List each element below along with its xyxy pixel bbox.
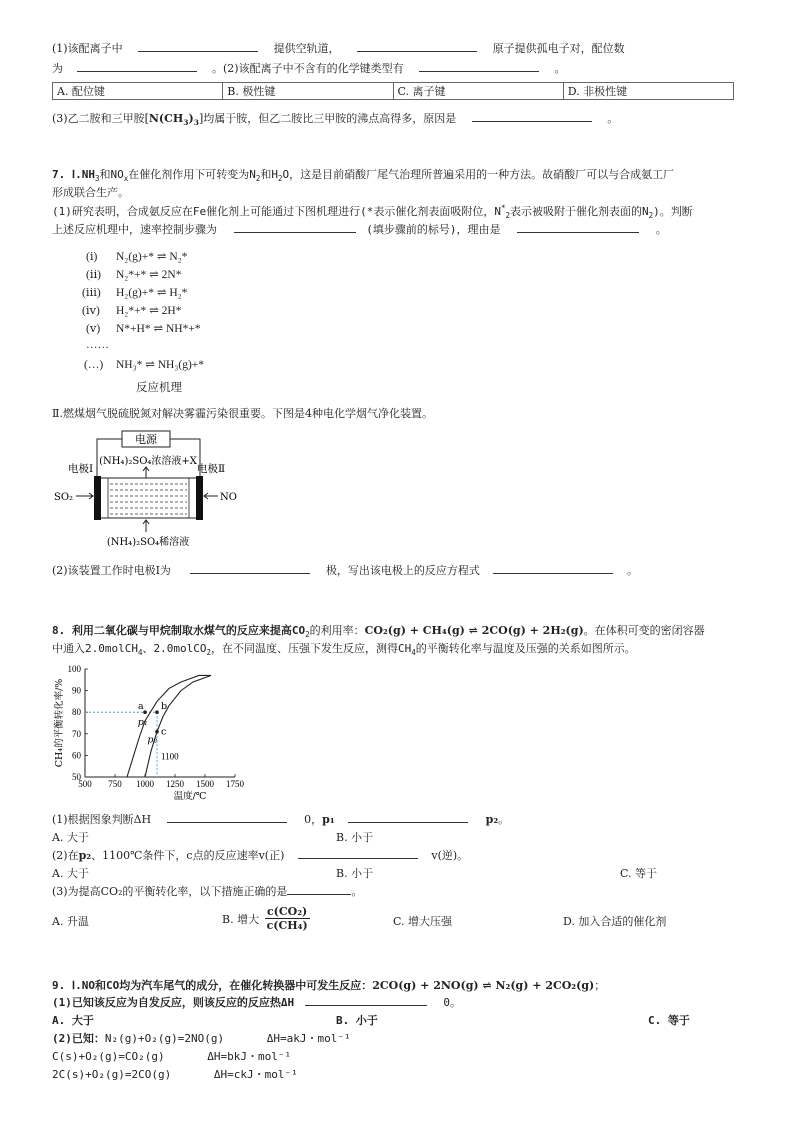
- mechanism-ellipsis: ……: [86, 339, 109, 351]
- q8-q1-option-a[interactable]: A. 大于: [52, 831, 89, 844]
- mechanism-step-5: (ⅴ) N*+H* ⇌ NH*+*: [86, 323, 201, 335]
- q6-blank-3[interactable]: [77, 60, 197, 72]
- q8-q1: (1)根据图象判断ΔH 0，p₁ p₂。: [52, 813, 510, 826]
- x-tick-label: 1750: [226, 779, 244, 789]
- q8-q3-option-d[interactable]: D. 加入合适的催化剂: [563, 915, 667, 928]
- series-label-p2: p₂: [147, 734, 158, 746]
- point-label-a: a: [138, 701, 144, 713]
- bottom-solution-label: (NH₄)₂SO₄稀溶液: [106, 537, 190, 548]
- q8-blank-pressure[interactable]: [348, 811, 468, 823]
- x-tick-label: 1000: [136, 779, 154, 789]
- q6-option-c[interactable]: C. 离子键: [393, 83, 563, 100]
- q7-part1-line1: (1)研究表明，合成氨反应在Fe催化剂上可能通过下图机理进行(*表示催化剂表面吸附位，$N^*_2$表示被吸附于催化剂表面的$N_2$)。判断: [52, 203, 693, 221]
- q7-blank-electrode[interactable]: [190, 562, 310, 574]
- y-tick-label: 90: [72, 685, 81, 696]
- q6-option-d[interactable]: D. 非极性键: [563, 83, 733, 100]
- q6-blank-2[interactable]: [357, 40, 477, 52]
- q7-part2-question: (2)该装置工作时电极Ⅰ为 极，写出该电极上的反应方程式 。: [52, 564, 638, 577]
- x-axis-label: 温度/℃: [173, 791, 207, 802]
- q6-line2: 为 。(2)该配离子中不含有的化学键类型有 。: [52, 62, 566, 75]
- q6-line3: (3)乙二胺和三甲胺$[N(CH_3)_3]$均属于胺，但乙二胺比三甲胺的沸点高得多，原因是 。: [52, 112, 619, 128]
- power-supply-label: 电源: [135, 433, 157, 446]
- electrode-II: [196, 476, 203, 520]
- mechanism-step-3: (ⅲ) H₂(g)+* ⇌ H₂*: [82, 287, 188, 299]
- q6-option-a[interactable]: A. 配位键: [53, 83, 223, 100]
- top-solution-label: (NH₄)₂SO₄浓溶液+X: [99, 456, 197, 467]
- q8-q3: (3)为提高CO₂的平衡转化率，以下措施正确的是 。: [52, 885, 363, 898]
- point-label-b: b: [161, 701, 168, 713]
- q8-q3-option-c[interactable]: C. 增大压强: [393, 915, 453, 928]
- q7-blank-reason[interactable]: [517, 221, 639, 233]
- mechanism-step-2: (ⅱ) N₂*+* ⇌ 2N*: [86, 269, 182, 281]
- q9-blank-dh[interactable]: [305, 994, 427, 1006]
- x-tick-label: 500: [78, 779, 92, 789]
- q7-stem: 7. $Ⅰ.NH_3$和$NO_x$在催化剂作用下可转变为$N_2$和$H_2O$，这是目前硝酸厂尾气治理所普遍采用的一种方法。故硝酸厂可以与合成氨工厂: [52, 168, 675, 184]
- q8-stem-line1: 8. 利用二氧化碳与甲烷制取水煤气的反应来提高$CO_2$的利用率：CO₂(g) + CH₄(g) ⇌ 2CO(g) + 2H₂(g)。在体积可变的密闭容器: [52, 624, 705, 640]
- so2-label: SO₂: [54, 492, 74, 503]
- q6-blank-1[interactable]: [138, 40, 258, 52]
- q8-q1-option-b[interactable]: B. 小于: [336, 831, 374, 844]
- q8-q3-option-a[interactable]: A. 升温: [52, 915, 89, 928]
- q8-q2-option-c[interactable]: C. 等于: [620, 867, 658, 880]
- electrode-I: [94, 476, 101, 520]
- series-label-p1: p₁: [137, 717, 148, 729]
- y-tick-label: 60: [72, 750, 81, 761]
- y-tick-label: 80: [72, 707, 81, 718]
- q8-blank-measure[interactable]: [287, 883, 351, 895]
- q8-blank-rate[interactable]: [298, 847, 418, 859]
- mechanism-step-1: (ⅰ) N₂(g)+* ⇌ N₂*: [86, 251, 188, 263]
- data-point-a: [143, 710, 147, 714]
- q7-part2-intro: Ⅱ.燃煤烟气脱硫脱氮对解决雾霾污染很重要。下图是4种电化学烟气净化装置。: [52, 407, 433, 420]
- q9-option-b[interactable]: B. 小于: [336, 1014, 378, 1027]
- y-axis-label: CH₄的平衡转化率/%: [54, 678, 65, 768]
- q9-eq-2: C(s)+O₂(g)=CO₂(g) ΔH=bkJ・mol⁻¹: [52, 1050, 292, 1063]
- electrode-I-label: 电极Ⅰ: [68, 463, 94, 475]
- q9-option-a[interactable]: A. 大于: [52, 1014, 94, 1027]
- q8-stem-line2: 中通入2.0molCH$_4$、2.0molCO$_2$，在不同温度、压强下发生反应，测得$CH_4$的平衡转化率与温度及压强的关系如图所示。: [52, 642, 636, 658]
- data-point-c: [155, 730, 159, 734]
- q6-blank-5[interactable]: [472, 110, 592, 122]
- electrochemical-device-diagram: [50, 428, 250, 558]
- q8-q3-option-b[interactable]: B. 增大 $\frac{\text{c(CO₂)}}{\text{c(CH₄)}}$: [222, 905, 308, 932]
- q7-stem-line2: 形成联合生产。: [52, 186, 129, 199]
- annotation-1100: 1100: [161, 751, 179, 762]
- conversion-chart: [52, 660, 252, 802]
- mechanism-caption: 反应机理: [136, 382, 182, 394]
- q7-part1-line2: 上述反应机理中，速率控制步骤为 (填步骤前的标号)，理由是 。: [52, 223, 667, 236]
- mechanism-step-last: (…) NH₃* ⇌ NH₃(g)+*: [84, 359, 205, 371]
- q9-option-c[interactable]: C. 等于: [648, 1014, 690, 1027]
- x-tick-label: 750: [108, 779, 122, 789]
- q7-blank-equation[interactable]: [493, 562, 613, 574]
- point-label-c: c: [161, 726, 167, 738]
- q7-blank-step[interactable]: [234, 221, 356, 233]
- q8-q2-option-b[interactable]: B. 小于: [336, 867, 374, 880]
- q6-options-table: [52, 82, 734, 100]
- x-tick-label: 1250: [166, 779, 184, 789]
- q9-q1: (1)已知该反应为自发反应，则该反应的反应热ΔH 0。: [52, 996, 461, 1009]
- q9-stem: 9. Ⅰ.NO和CO均为汽车尾气的成分，在催化转换器中可发生反应：2CO(g) + 2NO(g) ⇌ N₂(g) + 2CO₂(g)；: [52, 979, 606, 992]
- data-point-b: [155, 710, 159, 714]
- y-tick-label: 70: [72, 728, 81, 739]
- ratio-fraction: $\frac{\text{c(CO₂)}}{\text{c(CH₄)}}$: [266, 905, 308, 932]
- series-line-2: [145, 675, 211, 777]
- y-tick-label: 100: [67, 664, 81, 674]
- q8-blank-dh[interactable]: [167, 811, 287, 823]
- q6-line1: (1)该配离子中 提供空轨道， 原子提供孤电子对，配位数: [52, 42, 625, 55]
- q8-q2: (2)在p₂、1100℃条件下，c点的反应速率v(正) v(逆)。: [52, 849, 469, 862]
- y-tick-label: 50: [72, 772, 81, 782]
- q6-option-b[interactable]: B. 极性键: [223, 83, 393, 100]
- x-tick-label: 1500: [196, 779, 214, 789]
- q8-q2-option-a[interactable]: A. 大于: [52, 867, 89, 880]
- electrode-II-label: 电极Ⅱ: [197, 463, 226, 475]
- q9-eq-3: 2C(s)+O₂(g)=2CO(g) ΔH=ckJ・mol⁻¹: [52, 1068, 298, 1081]
- q6-blank-4[interactable]: [419, 60, 539, 72]
- no-label: NO: [220, 492, 237, 503]
- q9-eq-1: (2)已知：N₂(g)+O₂(g)=2NO(g) ΔH=akJ・mol⁻¹: [52, 1032, 351, 1045]
- mechanism-step-4: (ⅳ) H₂*+* ⇌ 2H*: [82, 305, 182, 317]
